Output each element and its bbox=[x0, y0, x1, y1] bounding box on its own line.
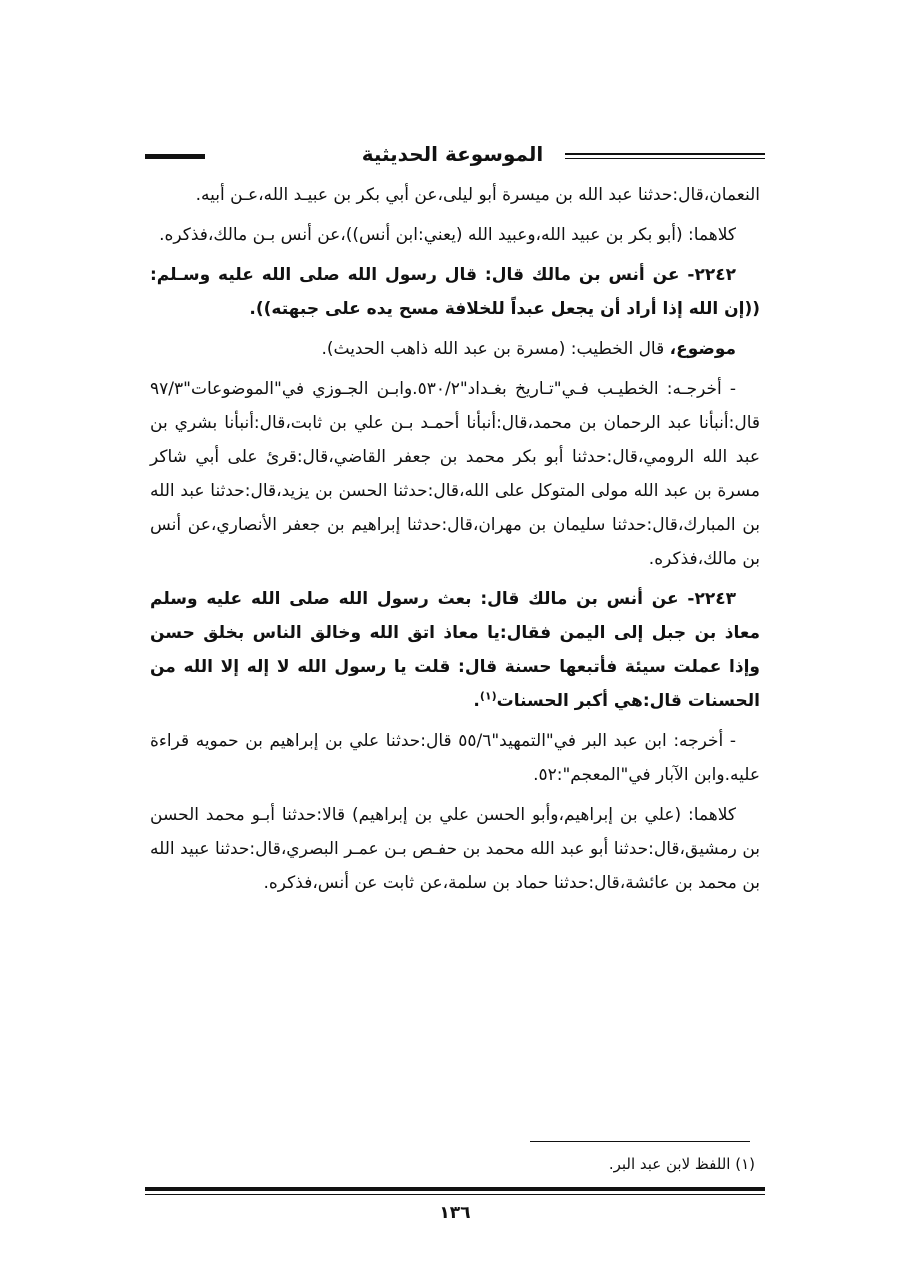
hadith-2242: ٢٢٤٢- عن أنس بن مالك قال: قال رسول الله صلى الله عليه وسـلم: ((إن الله إذا أراد أن يجعل عبداً للخلافة مسح يده على جبهته)). bbox=[150, 265, 760, 319]
hadith-2243-text: ٢٢٤٣- عن أنس بن مالك قال: بعث رسول الله صلى الله عليه وسلم معاذ بن جبل إلى اليمن فقال:يا معاذ اتق الله وخالق الناس بخلق حسن وإذا عملت سيئة فأتبعها حسنة قال: قلت يا رسول الله لا إله إلا الله من الحسنات قال:هي أكبر الحسنات bbox=[150, 589, 760, 711]
footnote-separator bbox=[530, 1141, 750, 1142]
page-number: ١٣٦ bbox=[439, 1203, 471, 1223]
page-header bbox=[145, 142, 765, 172]
paragraph: النعمان،قال:حدثنا عبد الله بن ميسرة أبو ليلى،عن أبي بكر بن عبيـد الله،عـن أبيه. bbox=[195, 185, 760, 205]
footer-rule-thin bbox=[145, 1194, 765, 1195]
paragraph: كلاهما: (أبو بكر بن عبيد الله،وعبيد الله (يعني:ابن أنس))،عن أنس بـن مالك،فذكره. bbox=[159, 225, 736, 245]
header-right-rule-thin bbox=[565, 158, 765, 159]
footnote-ref[interactable]: (١) bbox=[479, 689, 497, 703]
takhrij-paragraph: - أخرجـه: الخطيـب فـي"تـاريخ بغـداد"٥٣٠/٢.وابـن الجـوزي في"الموضوعات"٩٧/٣ قال:أنبأنا عبد الرحمان بن محمد،قال:أنبأنا أحمـد بـن علي بن ثابت،قال:أنبأنا بشري بن عبد الله الرومي،قال:حدثنا أبو بكر محمد بن جعفر القاضي،قال:قرئ على أبي شاكر مسرة بن عبد الله مولى المتوكل على الله،قال:حدثنا الحسن بن يزيد،قال:حدثنا عبد الله بن المبارك،قال:حدثنا سليمان بن مهران،قال:حدثنا إبراهيم بن جعفر الأنصاري،عن أنس بن مالك،فذكره. bbox=[150, 379, 760, 569]
header-title: الموسوعة الحديثية bbox=[361, 142, 544, 166]
footnote: (١) اللفظ لابن عبد البر. bbox=[608, 1155, 755, 1173]
grading-label: موضوع، bbox=[669, 339, 736, 359]
header-left-rule bbox=[145, 154, 205, 159]
hadith-2243 bbox=[150, 582, 760, 718]
takhrij-paragraph: - أخرجه: ابن عبد البر في"التمهيد"٥٥/٦ قال:حدثنا علي بن إبراهيم بن حمويه قراءة عليه.وابن الآبار في"المعجم":٥٢. bbox=[150, 731, 760, 785]
grading-paragraph bbox=[150, 332, 760, 366]
header-right-rule bbox=[565, 153, 765, 155]
hadith-2243-end: . bbox=[473, 691, 480, 711]
paragraph: كلاهما: (علي بن إبراهيم،وأبو الحسن علي بن إبراهيم) قالا:حدثنا أبـو محمد الحسن بن رمشيق،قال:حدثنا أبو عبد الله محمد بن حفـص بـن عمـر البصري،قال:حدثنا عبيد الله بن محمد بن عائشة،قال:حدثنا حماد بن سلمة،عن ثابت عن أنس،فذكره. bbox=[150, 805, 760, 893]
body-text bbox=[150, 178, 760, 906]
footer-rule bbox=[145, 1187, 765, 1191]
grading-text: قال الخطيب: (مسرة بن عبد الله ذاهب الحديث). bbox=[321, 339, 670, 359]
